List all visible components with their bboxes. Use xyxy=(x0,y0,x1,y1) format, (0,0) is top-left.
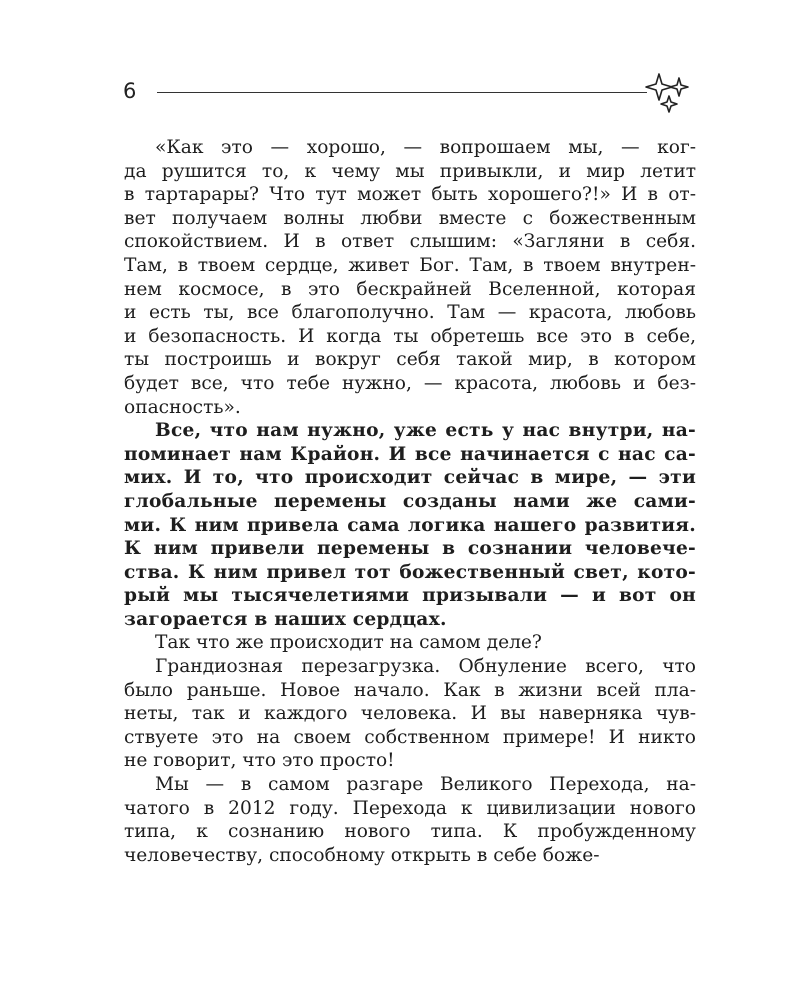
paragraph xyxy=(124,136,696,419)
text-line: рый мы тысячелетиями призывали — и вот он xyxy=(124,585,696,607)
stars-icon xyxy=(645,70,695,114)
page-header xyxy=(123,74,703,114)
bold-paragraph xyxy=(124,419,696,631)
text-line: чатого в 2012 году. Перехода к цивилизации нового xyxy=(124,797,696,819)
text-line: спокойствием. И в ответ слышим: «Загляни в себя. xyxy=(124,231,696,253)
text-line: поминает нам Крайон. И все начинается с нас са- xyxy=(124,443,696,465)
text-line: нем космосе, в это бескрайней Вселенной, которая xyxy=(124,278,696,300)
text-line: Так что же происходит на самом деле? xyxy=(155,632,542,654)
text-line: было раньше. Новое начало. Как в жизни всей пла- xyxy=(124,679,696,701)
text-line: Там, в твоем сердце, живет Бог. Там, в твоем внутрен- xyxy=(124,254,696,276)
text-line: Все, что нам нужно, уже есть у нас внутри, на- xyxy=(155,420,696,442)
text-line: неты, так и каждого человека. И вы наверняка чув- xyxy=(124,703,696,725)
text-line: да рушится то, к чему мы привыкли, и мир летит xyxy=(124,160,696,182)
text-line: опасность». xyxy=(124,396,241,418)
text-line: вет получаем волны любви вместе с божественным xyxy=(124,207,696,229)
text-line: К ним привели перемены в сознании человече- xyxy=(124,538,696,560)
page-number: 6 xyxy=(123,79,137,103)
text-line: ства. К ним привел тот божественный свет, кото- xyxy=(124,561,696,583)
text-line: и есть ты, все благополучно. Там — красота, любовь xyxy=(124,302,696,324)
text-line: «Как это — хорошо, — вопрошаем мы, — ког- xyxy=(155,137,696,158)
text-line: и безопасность. И когда ты обретешь все это в себе, xyxy=(124,325,696,347)
text-line: Мы — в самом разгаре Великого Перехода, на- xyxy=(155,774,696,796)
text-line: мих. И то, что происходит сейчас в мире, — эти xyxy=(124,467,696,489)
text-line: типа, к сознанию нового типа. К пробужденному xyxy=(124,821,696,843)
text-line: не говорит, что это просто! xyxy=(124,750,395,772)
text-line: человечеству, способному открыть в себе боже- xyxy=(124,844,600,866)
header-rule xyxy=(157,92,647,93)
text-line: ми. К ним привела сама логика нашего развития. xyxy=(124,514,696,536)
body-text xyxy=(124,136,696,867)
text-line: ты построишь и вокруг себя такой мир, в котором xyxy=(124,349,696,371)
text-line: ствуете это на своем собственном примере! И никто xyxy=(124,726,696,748)
paragraph xyxy=(124,773,696,867)
paragraph xyxy=(124,631,696,655)
text-line: Грандиозная перезагрузка. Обнуление всего, что xyxy=(155,656,696,678)
paragraph xyxy=(124,655,696,773)
text-line: загорается в наших сердцах. xyxy=(124,608,447,630)
text-line: будет все, что тебе нужно, — красота, любовь и без- xyxy=(124,372,696,394)
text-line: в тартарары? Что тут может быть хорошего?!» И в от- xyxy=(124,184,696,206)
text-line: глобальные перемены созданы нами же сами- xyxy=(124,490,696,512)
